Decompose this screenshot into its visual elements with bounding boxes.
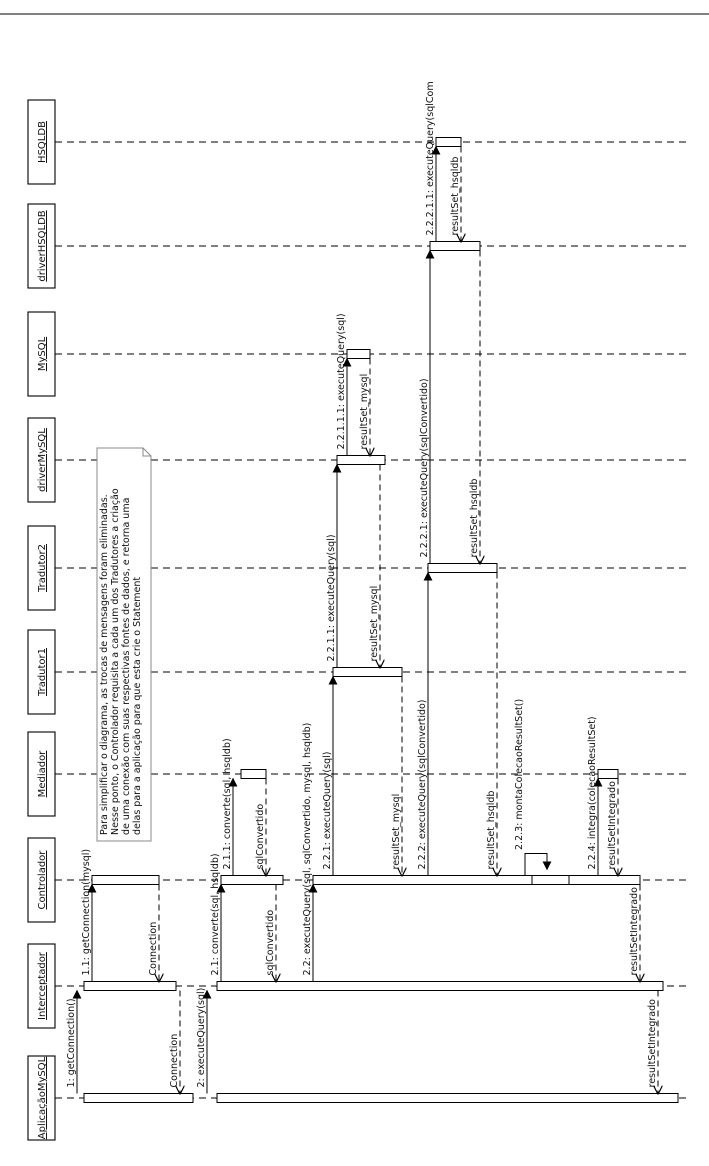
call-message-label: 2: executeQuery(sql) xyxy=(196,987,207,1088)
activation-bar-int xyxy=(84,982,176,991)
return-message-label: resultSetIntegrado xyxy=(629,887,640,976)
call-message-label: 2.2.2.1: executeQuery(sqlConvertido) xyxy=(419,378,430,558)
messages-layer xyxy=(66,81,658,1093)
note xyxy=(97,448,151,841)
rotated-diagram-group xyxy=(28,81,690,1140)
call-message-label: 2.2.2: executeQuery(sqlConvertido) xyxy=(417,699,428,870)
note-line-4: delas para a aplicação para que esta crie o Statement xyxy=(132,576,143,835)
call-message-label: 2.2.4: integra(colecaoResultSet) xyxy=(587,716,598,870)
return-message-label: resultSet_mysql xyxy=(369,585,380,662)
lifeline-label-my: MySQL xyxy=(37,336,48,372)
activation-bar-ctl xyxy=(313,876,640,885)
call-message-label: 2.2.1: executeQuery(sql) xyxy=(322,751,333,870)
return-message-label: sqlConvertido xyxy=(265,909,276,976)
activation-bar-med xyxy=(241,770,266,779)
call-message-label: 2.2.2.1.1: executeQuery(sqlCom xyxy=(425,81,436,236)
return-message-label: resultSet_hsqldb xyxy=(486,790,497,870)
call-message-label: 2.1: converte(sql, hsqldb) xyxy=(210,853,221,976)
lifeline-label-app: AplicaçãoMySQL xyxy=(37,1056,48,1140)
activation-bar-dhs xyxy=(430,242,480,251)
return-message-label: resultSet_mysql xyxy=(391,793,402,870)
activation-bar-my xyxy=(347,350,370,359)
activation-bar-ctl xyxy=(92,876,159,885)
self-message-label: 2.2.3: montaColecaoResultSet() xyxy=(514,698,525,850)
self-message-arrow xyxy=(525,854,547,876)
lifeline-label-hs: HSQLDB xyxy=(37,121,48,163)
return-message-label: resultSet_hsqldb xyxy=(450,156,461,236)
activation-bar-t1 xyxy=(333,668,402,677)
return-message-label: resultSet_mysql xyxy=(359,373,370,450)
lifeline-label-t1: Tradutor1 xyxy=(37,647,48,697)
call-message-label: 1: getConnection() xyxy=(66,998,77,1088)
activation-bar-app xyxy=(84,1094,193,1103)
call-message-label: 1.1: getConnection(mysql) xyxy=(81,848,92,976)
note-line-2: Nesse ponto, o Controlador requisita a cada um dos Tradutores a criação xyxy=(110,488,121,835)
call-message-label: 2.1.1: converte(sql, hsqldb) xyxy=(222,738,233,870)
activations-layer xyxy=(84,138,678,1103)
headers-layer xyxy=(28,100,55,1140)
call-message-label: 2.2.1.1.1: executeQuery(sql) xyxy=(336,313,347,450)
activation-bar-app xyxy=(217,1094,678,1103)
call-message-label: 2.2: executeQuery(sql, sqlConvertido, mysql, hsqldb) xyxy=(302,722,313,976)
activation-bar-med xyxy=(598,770,618,779)
return-message-label: Connection xyxy=(148,921,159,976)
activation-bar-hs xyxy=(436,138,461,147)
return-message-label: Connection xyxy=(169,1033,180,1088)
lifeline-label-int: Interceptador xyxy=(37,952,48,1020)
activation-bar-t2 xyxy=(428,564,497,573)
return-message-label: resultSetIntegrado xyxy=(607,781,618,870)
activation-bar-int xyxy=(217,982,663,991)
lifeline-label-med: Mediador xyxy=(37,750,48,798)
return-message-label: resultSet_hsqldb xyxy=(469,478,480,558)
lifeline-label-dhs: driverHSQLDB xyxy=(37,210,48,282)
call-message-label: 2.2.1.1: executeQuery(sql) xyxy=(326,534,337,662)
lifeline-label-dmy: driverMySQL xyxy=(37,428,48,492)
note-line-1: Para simplificar o diagrama, as trocas de mensagens foram eliminadas. xyxy=(99,494,110,835)
return-message-label: sqlConvertido xyxy=(255,803,266,870)
lifeline-label-t2: Tradutor2 xyxy=(37,543,48,593)
note-line-3: de uma conexão com suas respectivas fontes de dados, e retorna uma xyxy=(121,497,132,835)
lifeline-label-ctl: Controlador xyxy=(37,850,48,910)
activation-bar-ctl xyxy=(532,876,569,885)
return-message-label: resultSetIntegrado xyxy=(647,999,658,1088)
activation-bar-ctl xyxy=(221,876,283,885)
activation-bar-dmy xyxy=(337,456,385,465)
